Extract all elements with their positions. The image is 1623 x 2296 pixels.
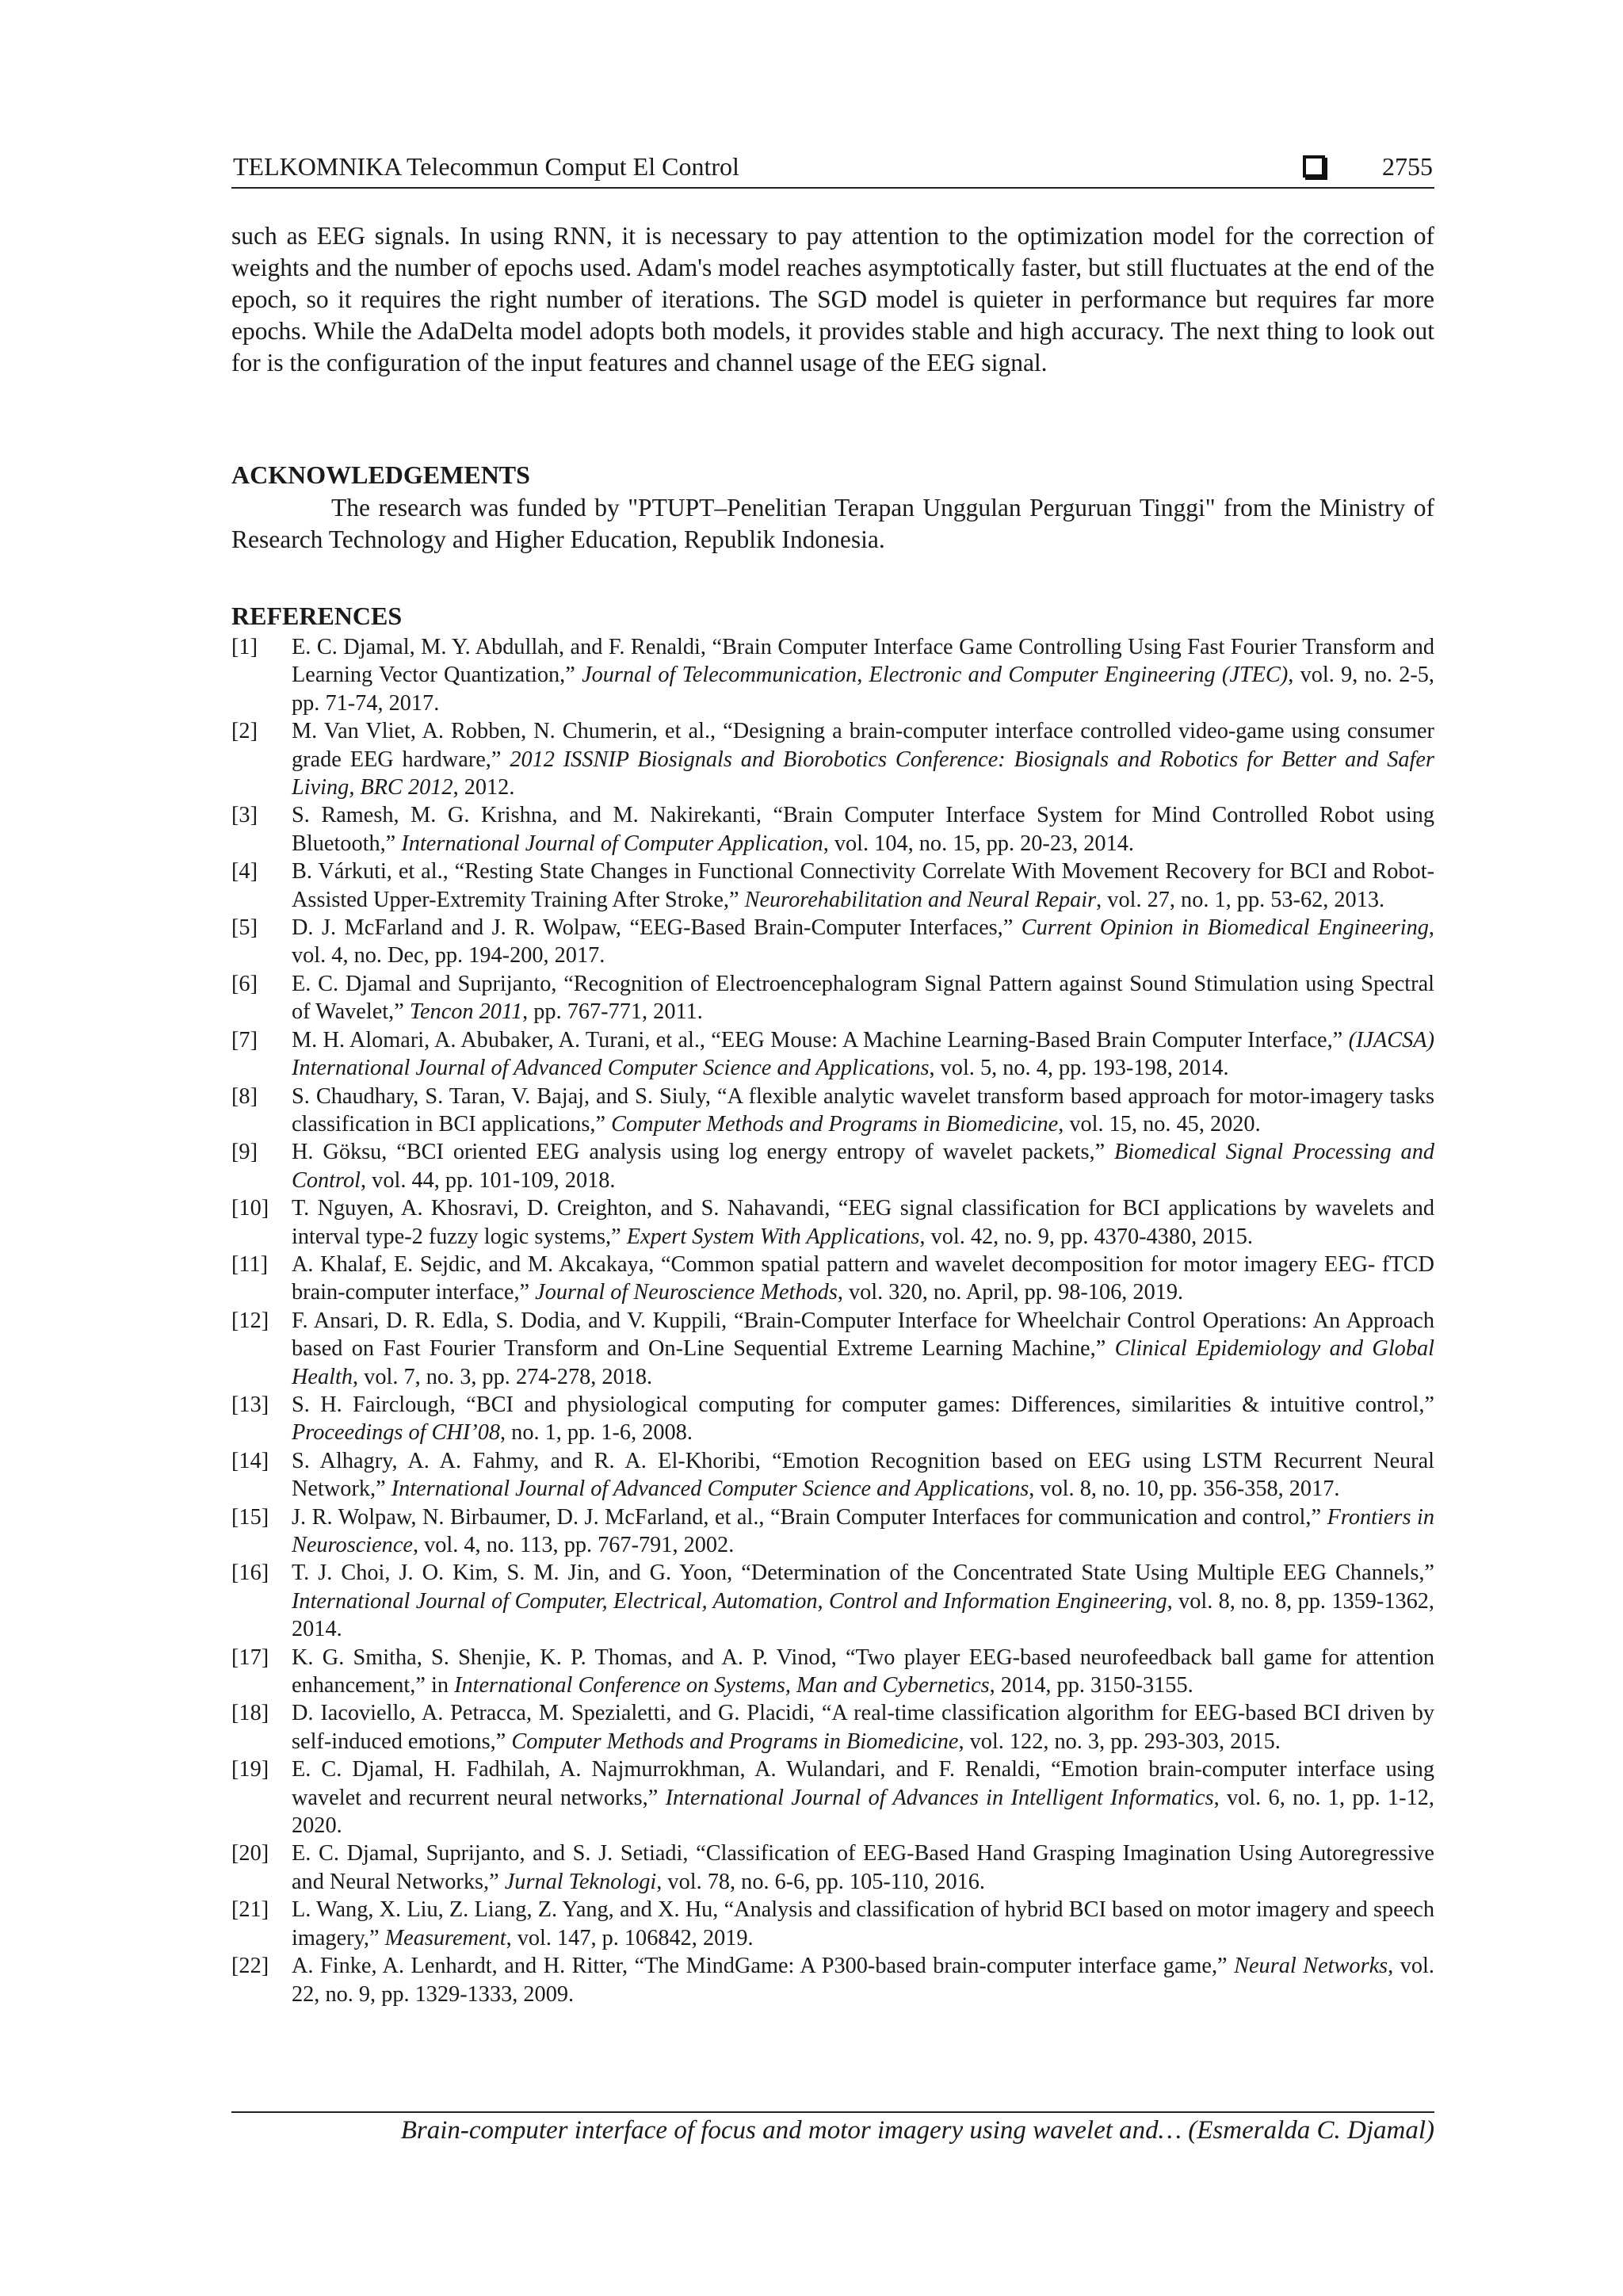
running-footer: Brain-computer interface of focus and motor imagery using wavelet and… (Esmeralda C. Djamal) bbox=[400, 2116, 1434, 2145]
acknowledgements-heading: ACKNOWLEDGEMENTS bbox=[231, 460, 530, 489]
reference-details: , vol. 104, no. 15, pp. 20-23, 2014. bbox=[823, 831, 1134, 856]
reference-authors-title: S. Chaudhary, S. Taran, V. Bajaj, and S. Siuly, “A flexible analytic wavelet transform based approach for motor-imagery tasks classification in BCI applications,” bbox=[292, 1083, 1434, 1137]
reference-text bbox=[292, 1896, 1434, 1952]
reference-venue: Proceedings of CHI’08 bbox=[292, 1420, 501, 1446]
reference-details: , vol. 8, no. 10, pp. 356-358, 2017. bbox=[1029, 1477, 1340, 1502]
reference-item bbox=[231, 1503, 1434, 1560]
reference-item bbox=[231, 914, 1434, 970]
reference-item bbox=[231, 717, 1434, 801]
reference-text bbox=[292, 970, 1434, 1026]
body-paragraph: such as EEG signals. In using RNN, it is necessary to pay attention to the optimization model for the correction of weights and the number of epochs used. Adam's model reaches asymptotically faster, but still fluctuates at the end of the epoch, so it requires the right number of iterations. The SGD model is quieter in performance but requires far more epochs. While the AdaDelta model adopts both models, it provides stable and high accuracy. The next thing to look out for is the configuration of the input features and channel usage of the EEG signal. bbox=[231, 222, 1434, 376]
reference-venue: International Journal of Advances in Intelligent Informatics bbox=[665, 1785, 1214, 1810]
reference-venue: Tencon 2011 bbox=[409, 999, 523, 1025]
reference-venue: Computer Methods and Programs in Biomedicine bbox=[511, 1729, 959, 1754]
reference-item bbox=[231, 1839, 1434, 1896]
reference-venue: International Journal of Advanced Computer Science and Applications bbox=[391, 1477, 1029, 1502]
reference-number: [15] bbox=[231, 1504, 269, 1530]
reference-authors-title: A. Finke, A. Lenhardt, and H. Ritter, “The MindGame: A P300-based brain-computer interface game,” bbox=[292, 1954, 1235, 1979]
reference-details: , 2012. bbox=[453, 775, 515, 800]
reference-details: , vol. 22, no. 9, pp. 1329-1333, 2009. bbox=[292, 1954, 1434, 2007]
reference-details: , vol. 4, no. Dec, pp. 194-200, 2017. bbox=[292, 915, 1434, 968]
reference-venue: Biomedical Signal Processing and Control bbox=[292, 1140, 1434, 1193]
reference-item bbox=[231, 970, 1434, 1026]
footer-rule bbox=[231, 2111, 1434, 2113]
reference-authors-title: T. Nguyen, A. Khosravi, D. Creighton, and S. Nahavandi, “EEG signal classification for BCI applications by wavelets and interval type-2 fuzzy logic systems,” bbox=[292, 1196, 1434, 1249]
reference-details: , vol. 320, no. April, pp. 98-106, 2019. bbox=[837, 1280, 1184, 1305]
reference-authors-title: M. Van Vliet, A. Robben, N. Chumerin, et al., “Designing a brain-computer interface controlled video-game using consumer grade EEG hardware,” bbox=[292, 719, 1434, 772]
reference-details: , vol. 42, no. 9, pp. 4370-4380, 2015. bbox=[919, 1224, 1253, 1249]
reference-details: , 2014, pp. 3150-3155. bbox=[989, 1673, 1193, 1698]
reference-item bbox=[231, 1083, 1434, 1139]
reference-number: [5] bbox=[231, 915, 258, 941]
reference-authors-title: H. Göksu, “BCI oriented EEG analysis using log energy entropy of wavelet packets,” bbox=[292, 1140, 1115, 1165]
reference-text bbox=[292, 914, 1434, 970]
reference-item bbox=[231, 1447, 1434, 1503]
reference-authors-title: S. Alhagry, A. A. Fahmy, and R. A. El-Khoribi, “Emotion Recognition based on EEG using LSTM Recurrent Neural Network,” bbox=[292, 1448, 1434, 1502]
reference-text bbox=[292, 1307, 1434, 1391]
reference-venue: Expert System With Applications bbox=[626, 1224, 920, 1249]
reference-authors-title: E. C. Djamal, H. Fadhilah, A. Najmurrokhman, A. Wulandari, and F. Renaldi, “Emotion brain-computer interface using wavelet and recurrent neural networks,” bbox=[292, 1757, 1434, 1810]
reference-text bbox=[292, 1447, 1434, 1503]
reference-venue: Clinical Epidemiology and Global Health bbox=[292, 1336, 1434, 1389]
reference-item bbox=[231, 1307, 1434, 1391]
reference-venue: (IJACSA) International Journal of Advanced Computer Science and Applications bbox=[292, 1027, 1434, 1081]
reference-text bbox=[292, 1559, 1434, 1643]
reference-venue: Journal of Telecommunication, Electronic and Computer Engineering (JTEC) bbox=[582, 663, 1289, 688]
reference-number: [8] bbox=[231, 1083, 258, 1109]
reference-number: [21] bbox=[231, 1897, 269, 1923]
reference-details: , vol. 7, no. 3, pp. 274-278, 2018. bbox=[353, 1364, 653, 1389]
reference-authors-title: K. G. Smitha, S. Shenjie, K. P. Thomas, and A. P. Vinod, “Two player EEG-based neurofeedback ball game for attention enhancement,” in bbox=[292, 1645, 1434, 1698]
reference-item bbox=[231, 801, 1434, 858]
reference-text bbox=[292, 801, 1434, 858]
reference-details: , vol. 4, no. 113, pp. 767-791, 2002. bbox=[412, 1533, 735, 1557]
reference-item bbox=[231, 1138, 1434, 1194]
reference-text bbox=[292, 1251, 1434, 1307]
reference-text bbox=[292, 1503, 1434, 1560]
reference-item bbox=[231, 1755, 1434, 1839]
reference-venue: Current Opinion in Biomedical Engineering bbox=[1021, 915, 1429, 941]
reference-item bbox=[231, 1644, 1434, 1700]
reference-details: , vol. 9, no. 2-5, pp. 71-74, 2017. bbox=[292, 663, 1435, 716]
reference-venue: International Journal of Computer, Electrical, Automation, Control and Information Engineering bbox=[292, 1588, 1167, 1614]
reference-authors-title: D. Iacoviello, A. Petracca, M. Spezialetti, and G. Placidi, “A real-time classification algorithm for EEG-based BCI driven by self-induced emotions,” bbox=[292, 1701, 1434, 1754]
reference-item bbox=[231, 1194, 1434, 1251]
reference-authors-title: L. Wang, X. Liu, Z. Liang, Z. Yang, and X. Hu, “Analysis and classification of hybrid BCI based on motor imagery and speech imagery,” bbox=[292, 1897, 1434, 1950]
reference-number: [18] bbox=[231, 1701, 269, 1726]
reference-details: , vol. 6, no. 1, pp. 1-12, 2020. bbox=[292, 1785, 1434, 1839]
reference-details: , vol. 44, pp. 101-109, 2018. bbox=[361, 1167, 616, 1193]
reference-number: [20] bbox=[231, 1841, 269, 1866]
reference-number: [17] bbox=[231, 1645, 269, 1670]
reference-number: [11] bbox=[231, 1251, 269, 1277]
reference-number: [19] bbox=[231, 1757, 269, 1782]
reference-item bbox=[231, 1026, 1434, 1083]
reference-text bbox=[292, 1699, 1434, 1755]
reference-venue: International Conference on Systems, Man and Cybernetics bbox=[454, 1673, 990, 1698]
reference-number: [12] bbox=[231, 1308, 269, 1333]
journal-name: TELKOMNIKA Telecommun Comput El Control bbox=[233, 152, 739, 181]
reference-details: , vol. 15, no. 45, 2020. bbox=[1058, 1111, 1261, 1137]
reference-text bbox=[292, 1839, 1434, 1896]
reference-authors-title: M. H. Alomari, A. Abubaker, A. Turani, et al., “EEG Mouse: A Machine Learning-Based Brain Computer Interface,” bbox=[292, 1027, 1349, 1052]
reference-venue: 2012 ISSNIP Biosignals and Biorobotics Conference: Biosignals and Robotics for Better and Safer Living, BRC 2012 bbox=[292, 747, 1434, 800]
reference-venue: Computer Methods and Programs in Biomedicine bbox=[611, 1111, 1059, 1137]
reference-venue: Neurorehabilitation and Neural Repair bbox=[744, 887, 1097, 912]
reference-text bbox=[292, 1083, 1434, 1139]
references-heading: REFERENCES bbox=[231, 602, 403, 630]
reference-item bbox=[231, 1559, 1434, 1643]
reference-number: [14] bbox=[231, 1448, 269, 1473]
reference-text bbox=[292, 1194, 1434, 1251]
reference-number: [22] bbox=[231, 1954, 269, 1979]
reference-number: [4] bbox=[231, 859, 258, 884]
reference-details: , vol. 78, no. 6-6, pp. 105-110, 2016. bbox=[656, 1869, 986, 1894]
reference-authors-title: E. C. Djamal and Suprijanto, “Recognition of Electroencephalogram Signal Pattern against Sound Stimulation using Spectral of Wavelet,” bbox=[292, 971, 1434, 1025]
page-number: 2755 bbox=[1382, 152, 1433, 181]
reference-number: [13] bbox=[231, 1392, 269, 1417]
reference-number: [2] bbox=[231, 719, 258, 744]
reference-venue: Frontiers in Neuroscience bbox=[292, 1504, 1435, 1557]
reference-text bbox=[292, 1755, 1434, 1839]
reference-authors-title: E. C. Djamal, Suprijanto, and S. J. Setiadi, “Classification of EEG-Based Hand Grasping Imagination Using Autoregressive and Neural Networks,” bbox=[292, 1841, 1434, 1894]
reference-authors-title: A. Khalaf, E. Sejdic, and M. Akcakaya, “Common spatial pattern and wavelet decomposition for motor imagery EEG- fTCD brain-computer interface,” bbox=[292, 1251, 1434, 1305]
reference-number: [9] bbox=[231, 1140, 258, 1165]
reference-item bbox=[231, 1896, 1434, 1952]
reference-text bbox=[292, 1644, 1434, 1700]
reference-list bbox=[231, 633, 1434, 2008]
reference-details: , no. 1, pp. 1-6, 2008. bbox=[500, 1420, 693, 1446]
reference-text bbox=[292, 1391, 1434, 1447]
reference-number: [10] bbox=[231, 1196, 269, 1221]
reference-authors-title: S. Ramesh, M. G. Krishna, and M. Nakirekanti, “Brain Computer Interface System for Mind Controlled Robot using Bluetooth,” bbox=[292, 803, 1434, 856]
reference-item bbox=[231, 633, 1434, 717]
reference-number: [16] bbox=[231, 1561, 269, 1586]
reference-text bbox=[292, 858, 1434, 914]
square-box-icon bbox=[1303, 155, 1325, 178]
reference-number: [3] bbox=[231, 803, 258, 828]
reference-authors-title: E. C. Djamal, M. Y. Abdullah, and F. Renaldi, “Brain Computer Interface Game Controlling Using Fast Fourier Transform and Learning Vector Quantization,” bbox=[292, 635, 1434, 688]
reference-number: [1] bbox=[231, 635, 258, 659]
reference-item bbox=[231, 1391, 1434, 1447]
reference-venue: Neural Networks bbox=[1234, 1954, 1388, 1979]
reference-authors-title: J. R. Wolpaw, N. Birbaumer, D. J. McFarland, et al., “Brain Computer Interfaces for communication and control,” bbox=[292, 1504, 1327, 1530]
reference-authors-title: T. J. Choi, J. O. Kim, S. M. Jin, and G. Yoon, “Determination of the Concentrated State Using Multiple EEG Channels,” bbox=[292, 1561, 1434, 1586]
reference-authors-title: D. J. McFarland and J. R. Wolpaw, “EEG-Based Brain-Computer Interfaces,” bbox=[292, 915, 1022, 941]
reference-details: , vol. 27, no. 1, pp. 53-62, 2013. bbox=[1096, 887, 1385, 912]
reference-authors-title: S. H. Fairclough, “BCI and physiological computing for computer games: Differences, similarities & intuitive control,” bbox=[292, 1392, 1434, 1417]
reference-details: , vol. 122, no. 3, pp. 293-303, 2015. bbox=[958, 1729, 1281, 1754]
reference-venue: Measurement bbox=[384, 1925, 506, 1950]
reference-details: , vol. 8, no. 8, pp. 1359-1362, 2014. bbox=[292, 1588, 1435, 1642]
reference-authors-title: B. Várkuti, et al., “Resting State Changes in Functional Connectivity Correlate With Movement Recovery for BCI and Robot-Assisted Upper-Extremity Training After Stroke,” bbox=[292, 859, 1434, 912]
reference-text bbox=[292, 633, 1434, 717]
reference-venue: Journal of Neuroscience Methods bbox=[535, 1280, 838, 1305]
reference-text bbox=[292, 1138, 1434, 1194]
reference-text bbox=[292, 1952, 1434, 2008]
reference-item bbox=[231, 1251, 1434, 1307]
reference-details: , pp. 767-771, 2011. bbox=[522, 999, 703, 1025]
reference-authors-title: F. Ansari, D. R. Edla, S. Dodia, and V. Kuppili, “Brain-Computer Interface for Wheelchair Control Operations: An Approach based on Fast Fourier Transform and On-Line Sequential Extreme Learning Machine,” bbox=[292, 1308, 1434, 1362]
reference-text bbox=[292, 1026, 1434, 1083]
reference-number: [6] bbox=[231, 971, 258, 996]
reference-item bbox=[231, 1699, 1434, 1755]
reference-venue: International Journal of Computer Application bbox=[401, 831, 823, 856]
reference-text bbox=[292, 717, 1434, 801]
reference-details: , vol. 5, no. 4, pp. 193-198, 2014. bbox=[929, 1056, 1229, 1081]
reference-number: [7] bbox=[231, 1027, 258, 1052]
reference-details: , vol. 147, p. 106842, 2019. bbox=[506, 1925, 754, 1950]
running-header bbox=[231, 152, 1434, 189]
reference-venue: Jurnal Teknologi bbox=[504, 1869, 657, 1894]
acknowledgements-text: The research was funded by "PTUPT–Penelitian Terapan Unggulan Perguruan Tinggi" from the Ministry of Research Technology and Higher Education, Republik Indonesia. bbox=[231, 494, 1434, 553]
reference-item bbox=[231, 858, 1434, 914]
reference-item bbox=[231, 1952, 1434, 2008]
